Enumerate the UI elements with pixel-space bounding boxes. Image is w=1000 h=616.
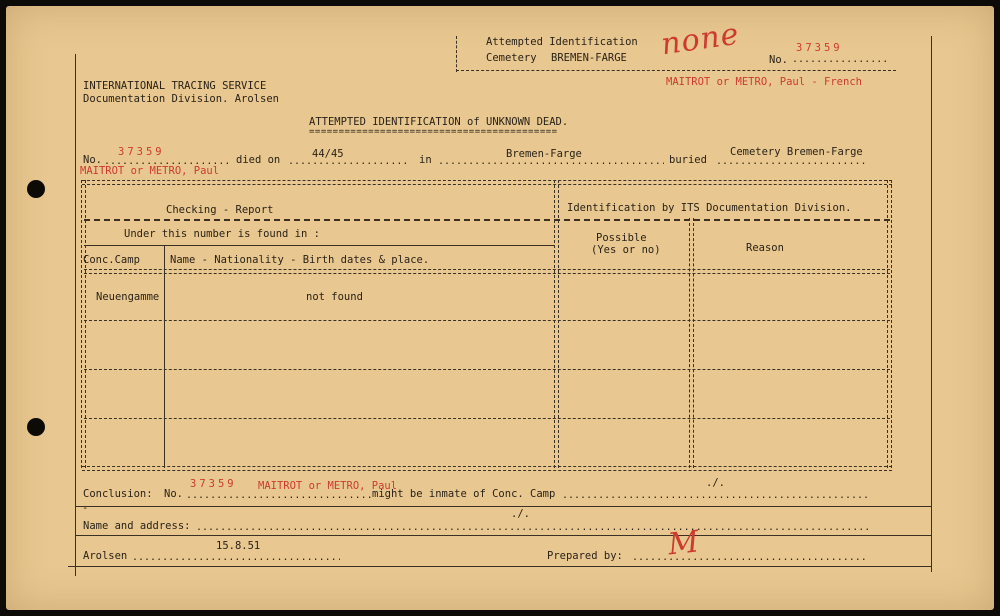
footer-rule-2	[76, 535, 931, 536]
name-nationality-header: Name - Nationality - Birth dates & place.	[170, 254, 430, 266]
name-address-value: ./.	[511, 508, 530, 520]
conc-camp-header: Conc.Camp	[83, 254, 140, 266]
top-box-no-dots	[792, 54, 890, 65]
place-value: Bremen-Farge	[506, 148, 582, 160]
buried-value: Cemetery Bremen-Farge	[730, 146, 863, 158]
table-camp-border	[164, 246, 165, 468]
conclusion-name: MAITROT or METRO, Paul	[258, 480, 398, 492]
org-name: INTERNATIONAL TRACING SERVICE	[83, 80, 267, 92]
top-box-bottom-border	[456, 70, 896, 71]
org-division: Documentation Division. Arolsen	[83, 93, 279, 105]
in-label: in	[419, 154, 432, 166]
top-box-cemetery-label: Cemetery	[486, 52, 537, 64]
table-possible-border	[689, 218, 694, 468]
footer-dash-mark: -	[82, 502, 89, 514]
name-note: MAITROT or METRO, Paul - French	[666, 76, 862, 88]
table-left-border	[81, 180, 86, 468]
row-divider-3	[84, 418, 890, 419]
buried-label: buried	[669, 154, 707, 166]
name-address-dots	[196, 522, 868, 533]
under-number-rule	[84, 245, 554, 246]
died-on-value: 44/45	[312, 148, 344, 160]
row-divider-1	[84, 320, 890, 321]
header-divider	[84, 219, 890, 221]
left-border	[75, 54, 76, 576]
footer-rule-3	[68, 566, 931, 567]
row-divider-2	[84, 369, 890, 370]
signature: M	[666, 524, 701, 563]
form-title-underline: ==========================================	[309, 127, 558, 137]
under-number-label: Under this number is found in :	[124, 228, 320, 240]
died-on-dots	[288, 156, 408, 167]
name-address-label: Name and address:	[83, 520, 191, 532]
conclusion-no-value: 37359	[190, 478, 237, 490]
record-card	[6, 6, 994, 610]
form-title: ATTEMPTED IDENTIFICATION of UNKNOWN DEAD.	[309, 116, 569, 128]
possible-header-line2: (Yes or no)	[591, 244, 661, 256]
place-label: Arolsen	[83, 550, 128, 562]
table-top-border	[82, 180, 892, 185]
conclusion-no-label: No.	[164, 488, 183, 500]
top-box-no-value: 37359	[796, 42, 843, 54]
punch-hole-bottom	[27, 418, 45, 436]
column-header-divider	[84, 269, 890, 274]
top-box-line1: Attempted Identification	[486, 36, 638, 48]
top-box-left-border	[456, 36, 457, 72]
date-dots	[132, 552, 340, 563]
record-name-value: MAITROT or METRO, Paul	[80, 165, 220, 177]
handwritten-none-stamp: none	[658, 16, 742, 63]
conclusion-label: Conclusion:	[83, 488, 153, 500]
punch-hole-top	[27, 180, 45, 198]
footer-rule-1	[76, 506, 931, 507]
reason-header: Reason	[746, 242, 784, 254]
possible-header-line1: Possible	[596, 232, 647, 244]
died-on-label: died on	[236, 154, 281, 166]
row-1-camp: Neuengamme	[96, 291, 160, 303]
conc-camp-value: ./.	[706, 477, 725, 489]
prepared-by-label: Prepared by:	[547, 550, 623, 562]
prepared-by-dots	[632, 552, 868, 563]
right-border	[931, 36, 932, 572]
record-no-label: No.	[83, 154, 102, 166]
identification-header: Identification by ITS Documentation Division.	[567, 202, 852, 214]
record-no-value: 37359	[118, 146, 165, 158]
row-1-name: not found	[306, 291, 363, 303]
conc-camp-dots	[562, 490, 868, 501]
date-value: 15.8.51	[216, 540, 261, 552]
table-split-border	[554, 180, 559, 468]
might-be-inmate-label: might be inmate of Conc. Camp	[372, 488, 556, 500]
checking-report-header: Checking - Report	[166, 204, 274, 216]
table-right-border	[887, 180, 892, 468]
table-bottom-border	[82, 466, 892, 471]
top-box-no-label: No.	[769, 54, 788, 66]
top-box-cemetery-value: BREMEN-FARGE	[551, 52, 627, 64]
